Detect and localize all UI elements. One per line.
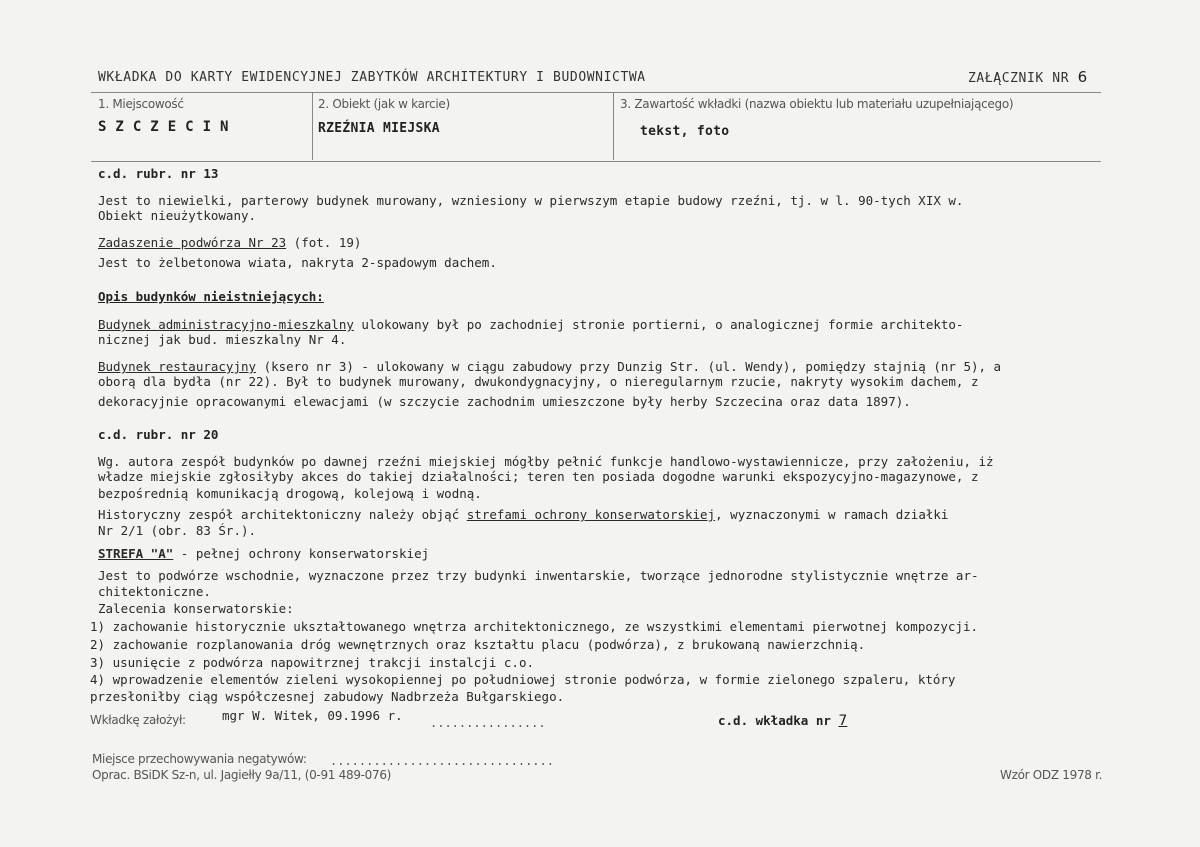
zone-line xyxy=(98,546,429,561)
author-value: mgr W. Witek, 09.1996 r. xyxy=(222,708,403,723)
text-line: Jest to podwórze wschodnie, wyznaczone przez trzy budynki inwentarskie, tworzące jednorodne stylistycznie wnętrze ar- xyxy=(98,568,979,583)
text-line: Zalecenia konserwatorskie: xyxy=(98,601,294,616)
text-span: , wyznaczonymi w ramach działki xyxy=(715,507,949,522)
negatives-dots: ............................... xyxy=(330,754,554,768)
text-line: dekoracyjnie opracowanymi elewacjami (w szczycie zachodnim umieszczone były herby Szczecina oraz data 1897). xyxy=(98,394,911,409)
place-value: SZCZECIN xyxy=(98,119,238,135)
annex-label xyxy=(968,70,1088,86)
text-span: (ksero nr 3) - ulokowany w ciągu zabudowy przy Dunzig Str. (ul. Wendy), pomiędzy stajnią (nr 5), a xyxy=(256,359,1002,374)
annex-label-text: ZAŁĄCZNIK NR xyxy=(968,71,1070,86)
recommendation-item: 3) usunięcie z podwórza napowitrznej trakcji instalcji c.o. xyxy=(90,655,535,670)
text-line: oborą dla bydła (nr 22). Był to budynek murowany, dwukondygnacyjny, o nieregularnym rzucie, nakryty wysokim dachem, z xyxy=(98,374,979,389)
text-line: chitektoniczne. xyxy=(98,584,211,599)
subheading-line xyxy=(98,235,361,250)
text-span: Historyczny zespół architektoniczny należy objąć xyxy=(98,507,467,522)
subheading-title: Zadaszenie podwórza Nr 23 xyxy=(98,235,287,250)
text-line: nicznej jak bud. mieszkalny Nr 4. xyxy=(98,332,347,347)
continued-number: 7 xyxy=(838,713,848,729)
text-span: ulokowany był po zachodniej stronie portierni, o analogicznej formie architekto- xyxy=(353,317,964,332)
contents-value: tekst, foto xyxy=(640,124,730,139)
text-line: Wg. autora zespół budynków po dawnej rzeźni miejskiej mógłby pełnić funkcje handlowo-wystawiennicze, przy założeniu, iż xyxy=(98,454,994,469)
zone-description: - pełnej ochrony konserwatorskiej xyxy=(173,546,430,561)
zone-label: STREFA "A" xyxy=(98,546,174,561)
place-label: 1. Miejscowość xyxy=(98,97,184,111)
negatives-label: Miejsce przechowywania negatywów: xyxy=(92,752,307,766)
contents-label: 3. Zawartość wkładki (nazwa obiektu lub materiału uzupełniającego) xyxy=(620,97,1014,111)
field-divider xyxy=(613,92,614,160)
text-line: Nr 2/1 (obr. 83 Śr.). xyxy=(98,523,257,538)
paragraph-line xyxy=(98,359,1001,374)
form-title: WKŁADKA DO KARTY EWIDENCYJNEJ ZABYTKÓW ARCHITEKTURY I BUDOWNICTWA xyxy=(98,70,646,85)
continued-label: c.d. wkładka nr xyxy=(718,713,831,728)
section-heading-13: c.d. rubr. nr 13 xyxy=(98,166,219,181)
author-label: Wkładkę założył: xyxy=(90,713,186,727)
field-divider xyxy=(312,92,313,160)
text-line: władze miejskie zgłosiłyby akces do takiej działalności; teren ten posiada dogodne warunki ekspozycyjno-magazynowe, z xyxy=(98,469,979,484)
building-name: Budynek administracyjno-mieszkalny xyxy=(98,317,354,332)
section-heading-nonexistent: Opis budynków nieistniejących: xyxy=(98,289,324,304)
section-heading-20: c.d. rubr. nr 20 xyxy=(98,427,219,442)
subheading-suffix: (fot. 19) xyxy=(286,235,362,250)
template-ref: Wzór ODZ 1978 r. xyxy=(1000,768,1103,782)
author-dots: ................ xyxy=(430,716,546,730)
building-name: Budynek restauracyjny xyxy=(98,359,257,374)
paragraph-line xyxy=(98,507,948,522)
object-value: RZEŹNIA MIEJSKA xyxy=(318,121,440,136)
object-label: 2. Obiekt (jak w karcie) xyxy=(318,97,450,111)
text-line: Obiekt nieużytkowany. xyxy=(98,208,257,223)
prepared-by: Oprac. BSiDK Sz-n, ul. Jagiełły 9a/11, (0-91 489-076) xyxy=(92,768,392,782)
text-line: Jest to niewielki, parterowy budynek murowany, wzniesiony w pierwszym etapie budowy rzeźni, tj. w l. 90-tych XIX w. xyxy=(98,193,964,208)
recommendation-item: 1) zachowanie historycznie ukształtowanego wnętrza architektonicznego, ze wszystkimi elementami pierwotnej kompozycji. xyxy=(90,619,979,634)
recommendation-item: przesłoniłby ciąg współczesnej zabudowy Nadbrzeża Bułgarskiego. xyxy=(90,689,565,704)
recommendation-item: 4) wprowadzenie elementów zieleni wysokopiennej po południowej stronie podwórza, w formie zielonego szpaleru, który xyxy=(90,672,956,687)
text-line: bezpośrednią komunikacją drogową, kolejową i wodną. xyxy=(98,486,482,501)
paragraph-line xyxy=(98,317,963,332)
protection-zones: strefami ochrony konserwatorskiej xyxy=(466,507,716,522)
annex-number: 6 xyxy=(1077,68,1088,86)
continued-line xyxy=(718,713,847,729)
recommendation-item: 2) zachowanie rozplanowania dróg wewnętrznych oraz kształtu placu (podwórza), z brukowaną nawierzchnią. xyxy=(90,637,866,652)
text-line: Jest to żelbetonowa wiata, nakryta 2-spadowym dachem. xyxy=(98,255,497,270)
